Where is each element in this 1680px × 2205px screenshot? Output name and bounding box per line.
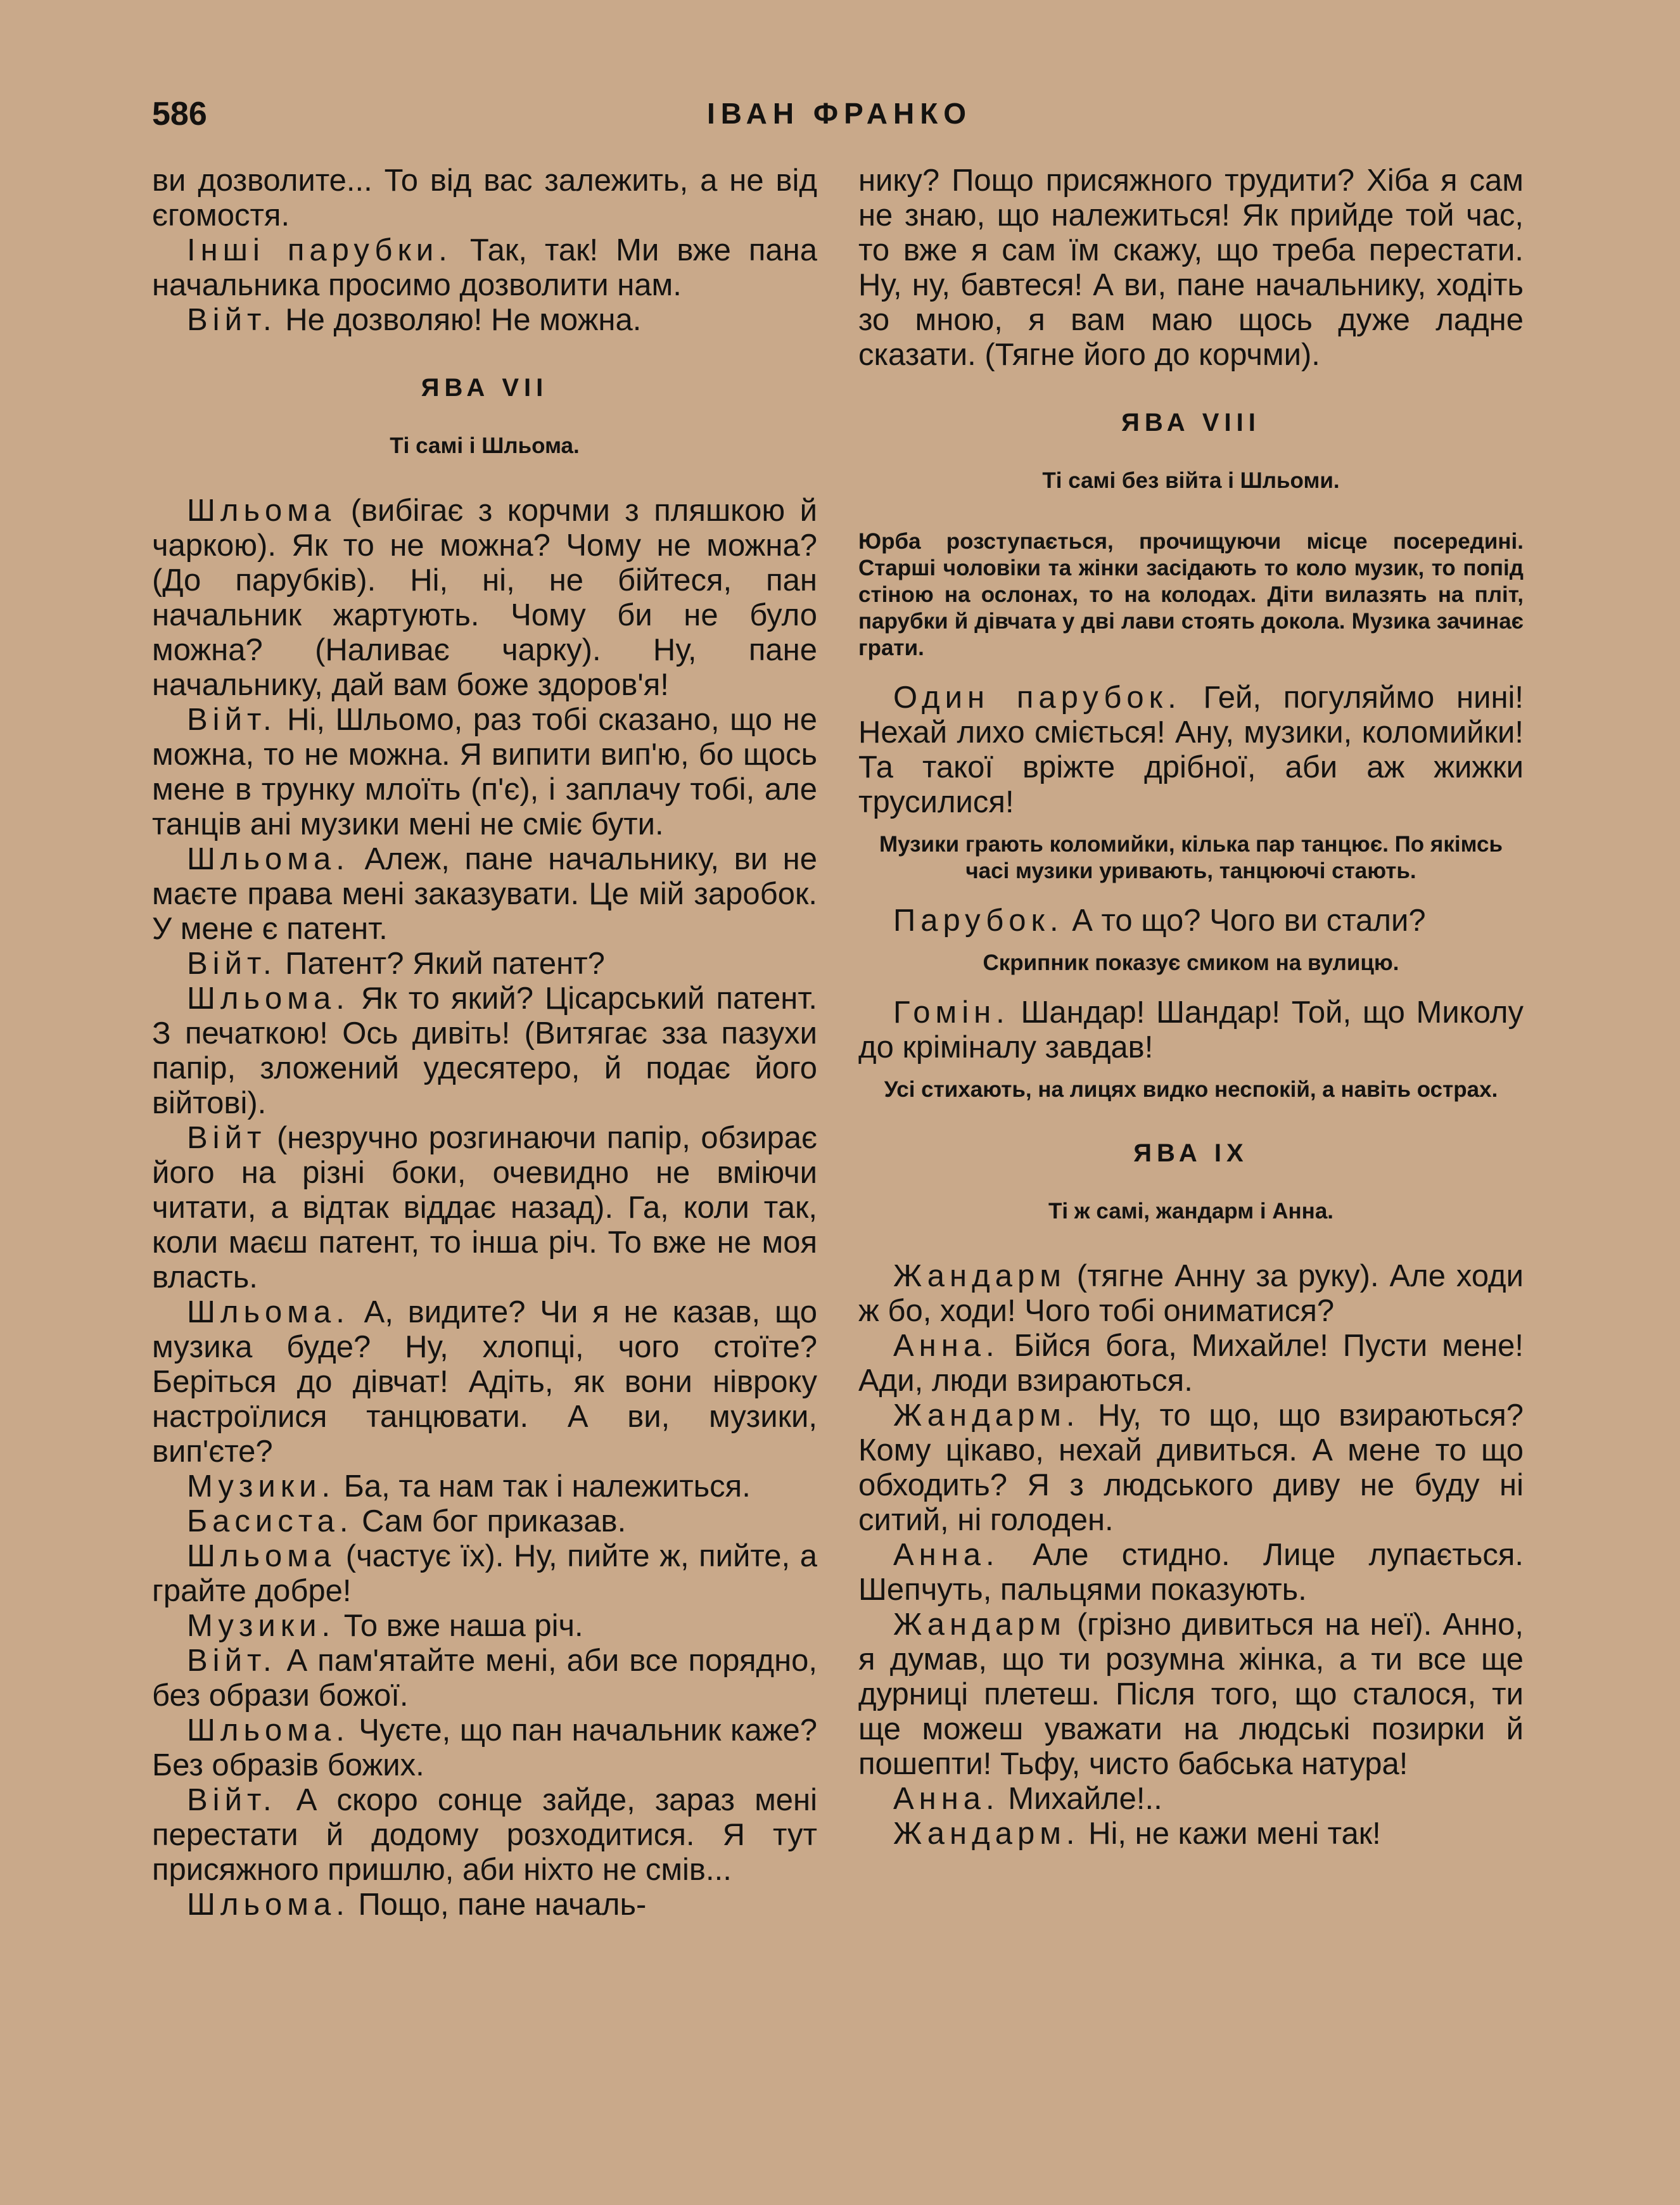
speech-text: Пощо, пане началь- [349,1888,647,1922]
speech-text: Патент? Який патент? [276,947,605,981]
speaker: Жандарм [893,1607,1066,1642]
stage-direction: Музики грають коломийки, кілька пар танцює. По якімсь часі музики уривають, танцюючі стають. [879,832,1503,883]
speech-text: (тягне Анну за руку). Але ходи ж бо, ходи! Чого тобі ониматися? [858,1259,1524,1328]
speaker: Шльома [187,494,336,528]
speech-text: Ба, та нам так і належиться. [335,1469,751,1504]
speaker: Жандарм. [893,1398,1080,1433]
speech [152,981,817,1121]
speech-text: Шандар! Шандар! Той, що Миколу до кріміналу завдав! [858,995,1524,1064]
speech [152,947,817,981]
speech [152,1539,817,1609]
speech [858,1398,1524,1538]
speaker: Один парубок. [893,681,1181,715]
speech-text: (незручно розгинаючи папір, обзирає його на різні боки, очевидно не вміючи читати, а відтак віддає назад). Га, коли так, коли маєш патент, то інша річ. То вже не моя власть. [152,1121,817,1294]
speaker: Гомін. [893,995,1010,1030]
speech-text: Сам бог приказав. [353,1504,627,1538]
speech [858,995,1524,1065]
speech-text: А пам'ятайте мені, аби все порядно, без образи божої. [152,1644,817,1713]
speaker: Шльома. [187,1713,350,1748]
speech [858,1538,1524,1607]
speech [858,1817,1524,1851]
speech [858,1329,1524,1398]
speech [152,1888,817,1922]
speaker: Парубок. [893,904,1064,938]
speaker: Шльома. [187,842,350,876]
speaker: Жандарм. [893,1817,1080,1851]
speech-text: А то що? Чого ви стали? [1063,904,1426,938]
scene-heading: ЯВА VIII [1121,409,1261,437]
speech-text: То вже наша річ. [335,1609,583,1643]
speech [858,1782,1524,1817]
speech-text: Алеж, пане начальнику, ви не маєте права мені заказувати. Це мій заробок. У мене є патент. [152,842,817,946]
speaker: Війт. [187,303,277,337]
speech-text: Ні, не кажи мені так! [1079,1817,1381,1851]
speaker: Анна. [893,1782,1000,1816]
speech [152,1504,817,1539]
stage-direction: Усі стихають, на лицях видко неспокій, а навіть острах. [884,1077,1498,1102]
speech-text: Як то який? Цісарський патент. З печаткою! Ось дивіть! (Витягає зза пазухи папір, зложений удесятеро, й подає його війтові). [152,981,817,1120]
page-header [152,95,1527,139]
scene-characters: Ті самі і Шльома. [390,433,580,458]
speech-text: (частує їх). Ну, пийте ж, пийте, а грайте добре! [152,1539,817,1608]
scene-characters: Ті ж самі, жандарм і Анна. [1048,1199,1334,1224]
speaker: Шльома. [187,1888,350,1922]
speech [152,1713,817,1783]
speech [858,904,1524,938]
speech [152,703,817,842]
speaker: Басиста. [187,1504,353,1538]
speaker: Війт. [187,1783,277,1817]
speaker: Війт. [187,703,277,737]
speaker: Анна. [893,1538,1000,1572]
speech-text: А, видите? Чи я не казав, що музика буде? Ну, хлопці, чого стоїте? Беріться до дівчат! Адіть, як вони нівроку настроїлися танцювати. А ви, музики, вип'єте? [152,1295,817,1469]
running-title: ІВАН ФРАНКО [706,97,972,130]
speaker: Війт [187,1121,267,1155]
scene-heading: ЯВА VII [421,374,549,402]
scene-heading: ЯВА IX [1133,1139,1249,1167]
speech [858,1259,1524,1329]
speech [152,1783,817,1888]
speech-text: Але стидно. Лице лупається. Шепчуть, пальцями показують. [858,1538,1524,1607]
speaker: Музики. [187,1609,336,1643]
speech-text: Чуєте, що пан начальник каже? Без образів божих. [152,1713,817,1782]
speech-text: Так, так! Ми вже пана начальника просимо дозволити нам. [152,233,817,302]
stage-direction: Скрипник показує смиком на вулицю. [983,950,1399,975]
speaker: Війт. [187,1644,277,1678]
speech-text: А скоро сонце зайде, зараз мені перестати й додому розходитися. Я тут присяжного пришлю, аби ніхто не смів... [152,1783,817,1887]
scene-characters: Ті самі без війта і Шльоми. [1042,468,1340,493]
speech [152,1295,817,1469]
speech [152,1609,817,1644]
speech [858,1607,1524,1782]
speech-text: Бійся бога, Михайле! Пусти мене! Ади, люди взираються. [858,1329,1524,1398]
speaker: Жандарм [893,1259,1066,1293]
speech [152,303,817,338]
speech-text: Не дозволяю! Не можна. [276,303,642,337]
speaker: Анна. [893,1329,1000,1363]
speaker: Інші парубки. [187,233,452,267]
speech-text: Гей, погуляймо нині! Нехай лихо сміється! Ану, музики, коломийки! Та такої вріжте дрібної, аби аж жижки трусилися! [858,681,1524,819]
speech [152,1469,817,1504]
speaker: Музики. [187,1469,336,1504]
right-column [858,163,1524,1851]
paragraph: нику? Пощо присяжного трудити? Хіба я сам не знаю, що належиться! Як прийде той час, то вже я сам їм скажу, що треба перестати. Ну, ну, бавтеся! А ви, пане начальнику, ходіть зо мною, я вам маю щось дуже ладне сказати. (Тягне його до корчми). [858,163,1524,372]
speech [152,233,817,303]
speaker: Війт. [187,947,277,981]
left-column [152,163,817,1922]
speech [152,1644,817,1713]
speech-text: (вибігає з корчми з пляшкою й чаркою). Як то не можна? Чому не можна? (До парубків). Ні, ні, не бійтеся, пан начальник жартують. Чому би не було можна? (Наливає чарку). Ну, пане начальнику, дай вам боже здоров'я! [152,494,817,702]
speech [858,681,1524,820]
speaker: Шльома [187,1539,336,1573]
speech [152,1121,817,1295]
speech-text: Михайле!.. [999,1782,1162,1816]
speech [152,494,817,703]
page-number: 586 [152,96,207,132]
speech [152,842,817,947]
speech-text: Ну, то що, що взираються? Кому цікаво, нехай дивиться. А мене то що обходить? Я з людського диву не буду ні ситий, ні голоден. [858,1398,1524,1537]
speaker: Шльома. [187,981,350,1016]
paragraph: ви дозволите... То від вас залежить, а не від єгомостя. [152,163,817,233]
speech-text: Ні, Шльомо, раз тобі сказано, що не можна, то не можна. Я випити вип'ю, бо щось мене в трунку млоїть (п'є), і заплачу тобі, але танців ані музики мені не сміє бути. [152,703,817,841]
stage-direction: Юрба розступається, прочищуючи місце посередині. Старші чоловіки та жінки засідають то коло музик, то попід стіною на ослонах, то на колодах. Діти вилазять на пліт, парубки й дівчата у дві лави стоять докола. Музика зачинає грати. [858,529,1524,660]
speaker: Шльома. [187,1295,350,1329]
speech-text: (грізно дивиться на неї). Анно, я думав, що ти розумна жінка, а ти все ще дурниці плетеш. Після того, що сталося, ти ще можеш уважати на людські позирки й пошепти! Тьфу, чисто бабська натура! [858,1607,1524,1781]
